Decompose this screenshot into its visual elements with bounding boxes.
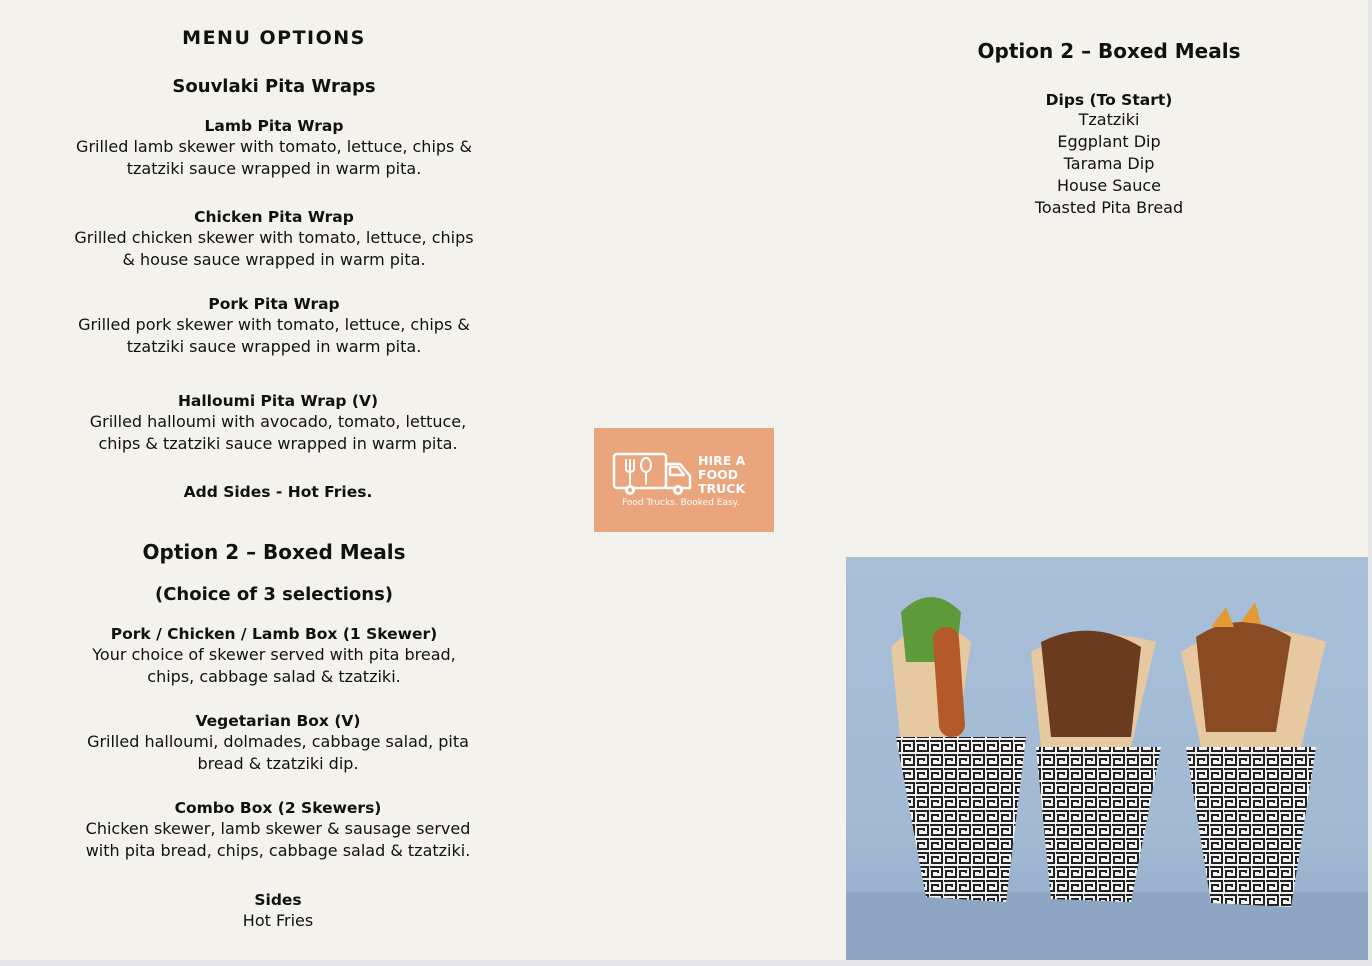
food-truck-icon [612,450,698,498]
page-edge-bottom [0,960,1372,966]
dip-item: Toasted Pita Bread [1034,198,1184,217]
pita-wraps-photo [846,557,1369,960]
dip-item: Eggplant Dip [1057,132,1161,151]
section-subtitle: (Choice of 3 selections) [154,584,394,605]
right-section-title: Option 2 – Boxed Meals [977,39,1241,63]
add-sides-note: Add Sides - Hot Fries. [183,483,373,501]
menu-item [78,392,478,455]
item-name: Chicken Pita Wrap [194,208,354,226]
dips-block [909,91,1309,219]
item-desc: Grilled pork skewer with tomato, lettuce, chips & [78,315,470,334]
wrap-3 [1181,602,1326,907]
section-title-boxed-meals: Option 2 – Boxed Meals [142,540,406,564]
logo-line: TRUCK [698,481,746,496]
item-desc: Your choice of skewer served with pita bread, [92,645,456,664]
logo-line: HIRE A [698,453,746,468]
item-name: Pork Pita Wrap [208,295,340,313]
item-desc: bread & tzatziki dip. [197,754,359,773]
menu-item [78,712,478,775]
dip-item: Tzatziki [1078,110,1140,129]
menu-item [74,625,474,688]
menu-item [74,208,474,271]
item-desc: Grilled lamb skewer with tomato, lettuce, chips & [76,137,472,156]
sides-title: Sides [254,891,302,909]
menu-item [78,799,478,862]
dip-item: Tarama Dip [1063,154,1155,173]
item-desc: Chicken skewer, lamb skewer & sausage served [85,819,471,838]
logo-line: FOOD [698,467,739,482]
item-desc: Grilled chicken skewer with tomato, lettuce, chips [74,228,474,247]
menu-item [74,117,474,180]
wrap-2 [1031,631,1161,902]
dips-title: Dips (To Start) [1045,91,1173,109]
item-desc: Grilled halloumi with avocado, tomato, lettuce, [89,412,467,431]
item-desc: chips & tzatziki sauce wrapped in warm pita. [98,434,458,453]
item-name: Halloumi Pita Wrap (V) [177,392,379,410]
item-name: Pork / Chicken / Lamb Box (1 Skewer) [110,625,438,643]
menu-item [74,295,474,358]
item-desc: & house sauce wrapped in warm pita. [122,250,426,269]
menu-heading: MENU OPTIONS [182,27,366,49]
item-desc: Grilled halloumi, dolmades, cabbage salad, pita [87,732,469,751]
item-desc: tzatziki sauce wrapped in warm pita. [126,337,422,356]
wrap-1 [891,597,1026,902]
item-name: Combo Box (2 Skewers) [174,799,382,817]
dip-item: House Sauce [1057,176,1161,195]
item-desc: tzatziki sauce wrapped in warm pita. [126,159,422,178]
sides-item: Hot Fries [242,911,314,930]
section-title-pita-wraps: Souvlaki Pita Wraps [172,76,376,97]
logo-tagline: Food Trucks. Booked Easy. [622,498,740,508]
item-desc: chips, cabbage salad & tzatziki. [147,667,401,686]
hire-a-food-truck-logo [594,428,774,532]
item-desc: with pita bread, chips, cabbage salad & tzatziki. [85,841,471,860]
item-name: Lamb Pita Wrap [204,117,344,135]
sides-block [78,891,478,932]
logo-wordmark [698,454,745,496]
pita-wraps-illustration [846,557,1369,960]
page-edge-right [1368,0,1372,966]
item-name: Vegetarian Box (V) [195,712,361,730]
